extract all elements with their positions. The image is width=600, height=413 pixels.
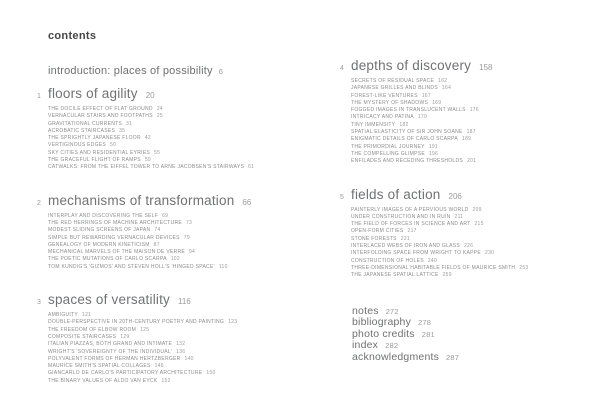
subentry-page-number: 87 (153, 241, 160, 248)
subentry-page-number: 132 (176, 341, 186, 348)
backmatter-page-number: 282 (385, 341, 399, 351)
subentry-page-number: 50 (110, 142, 117, 149)
subentry-label: MAURICE SMITH'S SPATIAL COLLAGES (48, 363, 151, 370)
subentry-page-number: 253 (519, 264, 529, 271)
toc-subentry (48, 142, 327, 149)
subentry-label: GRAVITATIONAL CURRENTS (48, 120, 123, 127)
toc-subentry (351, 114, 595, 121)
toc-subentry (351, 144, 595, 151)
subentry-page-number: 74 (154, 227, 161, 234)
subentry-label: THE GRACEFUL FLIGHT OF RAMPS (48, 157, 141, 164)
toc-subentry (48, 341, 327, 348)
subentry-label: FOREST-LIKE VENTURES (351, 92, 418, 99)
toc-subentry (48, 264, 327, 271)
subentry-page-number: 191 (428, 143, 438, 150)
toc-subentry (351, 207, 595, 214)
subentry-page-number: 201 (466, 158, 477, 165)
backmatter-page-number: 272 (385, 306, 399, 316)
toc-subentry (351, 122, 595, 129)
toc-subentry (351, 221, 595, 228)
backmatter-label: photo credits (352, 327, 415, 340)
chapter-title: mechanisms of transformation (48, 192, 235, 208)
subentry-label: TOM KUNDIG'S 'GIZMOS' AND STEVEN HOLL'S 'HINGED SPACE' (48, 263, 215, 270)
toc-subentry (48, 249, 327, 256)
toc-subentry (48, 242, 327, 249)
subentry-page-number: 55 (154, 149, 161, 156)
toc-subentry (48, 256, 327, 263)
backmatter-label: acknowledgments (352, 350, 440, 363)
toc-subentry (351, 214, 595, 221)
subentry-label: THE RED HERRINGS OF MACHINE ARCHITECTURE (48, 219, 182, 226)
toc-subentry (351, 100, 595, 107)
subentry-page-number: 226 (463, 243, 474, 250)
page-title: contents (48, 30, 97, 42)
left-chapter-list (37, 86, 327, 385)
toc-subentry (351, 265, 595, 272)
toc-backmatter-entry (352, 329, 595, 341)
toc-subentry (351, 243, 595, 250)
subentry-label: TINY IMMENSITY (351, 121, 396, 128)
chapter-subentries (351, 207, 595, 280)
toc-subentry (48, 113, 327, 120)
subentry-label: THE POETIC MUTATIONS OF CARLO SCARPA (48, 256, 167, 263)
subentry-page-number: 123 (228, 319, 238, 326)
subentry-page-number: 31 (126, 120, 133, 127)
chapter-heading (37, 193, 327, 211)
subentry-page-number: 230 (485, 250, 495, 257)
subentry-page-number: 24 (156, 106, 163, 112)
subentry-label: THE DOCILE EFFECT OF FLAT GROUND (48, 106, 153, 112)
subentry-label: MECHANICAL MARVELS OF THE MAISON DE VERRE (48, 249, 185, 256)
toc-subentry (351, 158, 595, 165)
toc-chapter (340, 58, 595, 166)
chapter-subentries (48, 312, 327, 385)
chapter-subentries (351, 78, 595, 166)
toc-subentry (351, 78, 595, 85)
right-chapter-list (340, 58, 595, 280)
backmatter-label: index (352, 339, 379, 352)
subentry-page-number: 94 (188, 249, 196, 256)
toc-subentry (48, 213, 327, 220)
chapter-title: spaces of versatility (48, 292, 170, 308)
chapter-heading (340, 58, 595, 76)
chapter-number: 2 (37, 199, 41, 207)
toc-chapter (37, 193, 327, 271)
subentry-label: THE PRIMORDIAL JOURNEY (351, 143, 425, 150)
subentry-page-number: 42 (144, 135, 151, 142)
subentry-label: JAPANESE GRILLES AND BLINDS (351, 85, 438, 92)
chapter-title: fields of action (351, 186, 441, 202)
subentry-page-number: 196 (428, 150, 439, 157)
toc-subentry (48, 327, 327, 334)
backmatter-label: notes (352, 304, 379, 317)
chapter-number: 3 (37, 299, 41, 307)
subentry-page-number: 187 (466, 129, 476, 136)
chapter-title: floors of agility (48, 86, 138, 101)
toc-subentry (48, 363, 327, 370)
chapter-subentries (48, 106, 327, 172)
toc-subentry (48, 319, 327, 326)
intro-label: introduction: places of possibility (48, 65, 213, 77)
toc-chapter (37, 86, 327, 172)
subentry-label: OPEN-FORM CITIES (351, 228, 404, 235)
subentry-page-number: 182 (399, 121, 409, 128)
subentry-label: THE JAPANESE SPATIAL LATTICE (351, 272, 439, 279)
subentry-page-number: 189 (462, 136, 472, 143)
toc-chapter (37, 292, 327, 385)
toc-subentry (48, 235, 327, 242)
toc-subentry (351, 93, 595, 100)
toc-backmatter-entry (352, 352, 595, 364)
toc-subentry (48, 370, 327, 377)
chapter-number: 4 (340, 65, 344, 72)
subentry-label: ENFILADES AND RECEDING THRESHOLDS (351, 158, 463, 165)
subentry-page-number: 167 (421, 92, 431, 99)
subentry-label: CONSTRUCTION OF HOLES (351, 257, 424, 264)
subentry-page-number: 59 (144, 157, 151, 164)
toc-subentry (351, 136, 595, 143)
chapter-subentries (48, 213, 327, 271)
subentry-page-number: 221 (400, 235, 410, 242)
subentry-label: THREE-DIMENSIONAL HABITABLE FIELDS OF MAURICE SMITH (351, 264, 516, 271)
backmatter-label: bibliography (352, 316, 412, 329)
toc-subentry (351, 258, 595, 265)
chapter-page-number: 158 (479, 63, 493, 72)
subentry-label: COMPOSITE STAIRCASES (48, 333, 117, 340)
toc-subentry (48, 334, 327, 341)
subentry-label: AMBIGUITY (48, 312, 79, 319)
backmatter-page-number: 278 (418, 318, 432, 328)
subentry-label: SECRETS OF RESIDUAL SPACE (351, 78, 435, 84)
toc-subentry (48, 121, 327, 128)
subentry-page-number: 211 (454, 213, 464, 220)
toc-chapter (340, 187, 595, 280)
toc-backmatter (352, 306, 595, 364)
subentry-label: UNDER CONSTRUCTION AND IN RUIN (351, 213, 451, 220)
subentry-page-number: 110 (218, 263, 228, 270)
subentry-page-number: 164 (441, 85, 452, 92)
toc-subentry (48, 106, 327, 113)
chapter-number: 5 (340, 193, 344, 201)
toc-subentry (351, 228, 595, 235)
toc-subentry (48, 378, 327, 385)
chapter-page-number: 116 (178, 297, 191, 307)
chapter-heading (37, 292, 327, 310)
chapter-page-number: 66 (242, 197, 252, 207)
chapter-title: depths of discovery (351, 58, 472, 73)
subentry-label: VERNACULAR STAIRS AND FOOTPATHS (48, 113, 153, 120)
subentry-page-number: 69 (162, 212, 169, 219)
subentry-page-number: 140 (184, 355, 194, 362)
subentry-page-number: 73 (186, 219, 193, 226)
subentry-label: INTERLACED WEBS OF IRON AND GLASS (351, 243, 460, 250)
subentry-page-number: 129 (120, 333, 130, 340)
subentry-label: POLYVALENT FORMS OF HERMAN HERTZBERGER (48, 355, 181, 362)
toc-right-column (340, 58, 595, 364)
subentry-label: ITALIAN PIAZZAS, BOTH GRAND AND INTIMATE (48, 341, 173, 348)
subentry-page-number: 146 (154, 363, 164, 370)
subentry-page-number: 102 (170, 256, 180, 263)
toc-subentry (48, 150, 327, 157)
toc-subentry (48, 220, 327, 227)
subentry-page-number: 169 (432, 99, 442, 106)
toc-subentry (48, 356, 327, 363)
subentry-page-number: 121 (82, 312, 92, 319)
toc-left-column (37, 30, 327, 385)
subentry-page-number: 176 (469, 107, 479, 114)
subentry-label: THE MYSTERY OF SHADOWS (351, 99, 429, 106)
toc-subentry (351, 107, 595, 114)
chapter-heading (37, 86, 327, 104)
subentry-page-number: 61 (248, 164, 255, 171)
subentry-page-number: 259 (442, 272, 452, 279)
subentry-page-number: 240 (427, 257, 438, 264)
subentry-page-number: 35 (119, 127, 126, 134)
subentry-label: MODEST SLIDING SCREENS OF JAPAN (48, 227, 151, 234)
subentry-page-number: 150 (206, 370, 216, 377)
toc-subentry (351, 272, 595, 279)
chapter-page-number: 20 (145, 91, 155, 100)
subentry-label: SKY CITIES AND RESIDENTIAL EYRIES (48, 149, 151, 156)
subentry-page-number: 152 (161, 377, 171, 384)
subentry-page-number: 125 (140, 326, 150, 333)
backmatter-page-number: 287 (446, 352, 460, 362)
chapter-heading (340, 187, 595, 205)
chapter-number: 1 (37, 93, 41, 100)
subentry-label: THE SPRIGHTLY JAPANESE FLOOR (48, 135, 141, 142)
subentry-label: GENEALOGY OF MODERN KINETICISM (48, 241, 150, 248)
toc-subentry (351, 129, 595, 136)
toc-subentry (351, 151, 595, 158)
subentry-label: DOUBLE-PERSPECTIVE IN 20TH-CENTURY POETRY AND PAINTING (48, 319, 225, 326)
subentry-label: INTRICACY AND PATINA (351, 114, 414, 121)
toc-intro-entry (48, 65, 327, 78)
subentry-label: PAINTERLY IMAGES OF A PERVIOUS WORLD (351, 206, 469, 213)
subentry-page-number: 215 (474, 221, 484, 228)
intro-page-number: 6 (218, 67, 224, 76)
subentry-page-number: 25 (156, 113, 163, 120)
subentry-page-number: 209 (472, 206, 482, 213)
subentry-page-number: 136 (176, 348, 186, 355)
subentry-label: SPATIAL ELASTICITY OF SIR JOHN SOANE (351, 129, 463, 136)
subentry-label: THE COMPELLING GLIMPSE (351, 150, 425, 157)
subentry-page-number: 217 (407, 228, 417, 235)
subentry-label: VERTIGINOUS EDGES (48, 142, 107, 149)
subentry-label: THE BINARY VALUES OF ALDO VAN EYCK (48, 377, 158, 384)
backmatter-page-number: 281 (421, 329, 435, 339)
subentry-label: INTERFOLDING SPACE FROM WRIGHT TO KAPPE (351, 250, 482, 257)
subentry-label: STONE FORESTS (351, 235, 397, 242)
toc-subentry (48, 164, 327, 171)
subentry-page-number: 79 (183, 234, 190, 241)
toc-subentry (48, 312, 327, 319)
subentry-label: ENIGMATIC DETAILS OF CARLO SCARPA (351, 136, 459, 143)
toc-subentry (48, 128, 327, 135)
toc-subentry (351, 236, 595, 243)
toc-subentry (48, 135, 327, 142)
subentry-label: INTERPLAY AND DISCOVERING THE SELF (48, 212, 159, 219)
subentry-page-number: 179 (417, 114, 428, 121)
toc-subentry (48, 227, 327, 234)
toc-subentry (351, 85, 595, 92)
subentry-label: FOGGED IMAGES IN TRANSLUCENT WALLS (351, 107, 466, 114)
toc-subentry (351, 250, 595, 257)
subentry-label: SIMPLE BUT REWARDING VERNACULAR DEVICES (48, 234, 180, 241)
toc-subentry (48, 157, 327, 164)
subentry-label: GIANCARLO DE CARLO'S PARTICIPATORY ARCHITECTURE (48, 370, 203, 377)
subentry-label: CATWALKS: FROM THE EIFFEL TOWER TO ARNE JACOBSEN'S STAIRWAYS (48, 164, 245, 171)
subentry-label: ACROBATIC STAIRCASES (48, 127, 116, 134)
subentry-label: WRIGHT'S 'SOVEREIGNTY OF THE INDIVIDUAL' (48, 348, 173, 355)
subentry-page-number: 162 (438, 78, 448, 84)
subentry-label: THE FIELD OF FORCES IN SCIENCE AND ART (351, 221, 471, 228)
subentry-label: THE FREEDOM OF ELBOW ROOM (48, 326, 137, 333)
chapter-page-number: 206 (448, 191, 462, 201)
toc-subentry (48, 349, 327, 356)
